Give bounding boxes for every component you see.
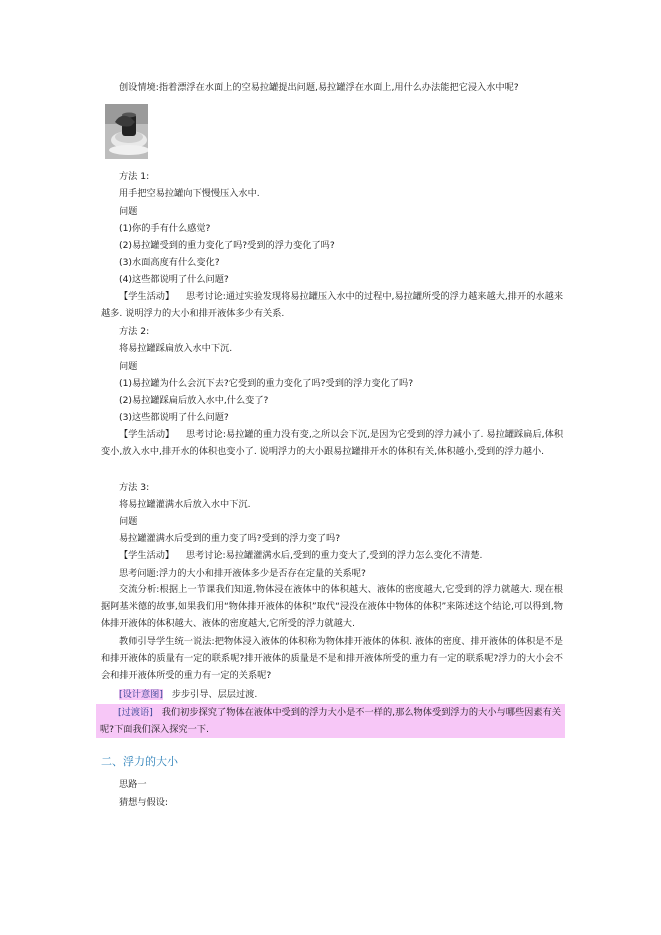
method3-question-label: 问题 [119,516,138,527]
activity-tag: 【学生活动】 [119,291,175,302]
method1-desc: 用手把空易拉罐向下慢慢压入水中. [119,188,260,199]
method2-title: 方法 2: [119,326,150,337]
teacher-guide-paragraph: 教师引导学生统一说法:把物体浸入液体的体积称为物体排开液体的体积. 液体的密度、排开液体的体积是不是和排开液体的质量有一定的联系呢?排开液体的质量是不是和排开液体所受的重力有一定的联系呢?浮力的大小会不会和排开液体所受的重力有一定的关系呢? [101,636,563,682]
design-intent [119,689,257,701]
method1-question-2: (2)易拉罐受到的重力变化了吗?受到的浮力变化了吗? [119,240,335,251]
activity-text: 思考讨论:易拉罐灌满水后,受到的重力变大了,受到的浮力怎么变化不清楚. [185,550,483,561]
method1-activity [101,288,563,322]
design-text: 步步引导、层层过渡. [171,689,258,700]
activity-tag: 【学生活动】 [119,550,175,561]
activity-tag: 【学生活动】 [119,429,175,440]
method2-question-2: (2)易拉罐踩扁后放入水中,什么变了? [119,395,269,406]
method3-title: 方法 3: [119,482,150,493]
transition-tag: [过渡语] [118,707,153,718]
idea-label: 思路一 [119,779,147,790]
method1-question-1: (1)你的手有什么感觉? [119,223,211,234]
activity-text: 思考讨论:易拉罐的重力没有变,之所以会下沉,是因为它受到的浮力减小了. 易拉罐踩扁后,体积变小,放入水中,排开水的体积也变小了. 说明浮力的大小跟易拉罐排开水的体积有关,体积越小,受到的浮力越小. [101,429,564,458]
method1-question-3: (3)水面高度有什么变化? [119,257,220,268]
method2-activity [101,426,563,460]
method2-question-3: (3)这些都说明了什么问题? [119,412,229,423]
method2-question-1: (1)易拉罐为什么会沉下去?它受到的重力变化了吗?受到的浮力变化了吗? [119,378,414,389]
transition-text: 我们初步探究了物体在液体中受到的浮力大小是不一样的,那么物体受到浮力的大小与哪些因素有关呢?下面我们深入探究一下. [100,707,562,736]
method1-question-label: 问题 [119,206,138,217]
method2-desc: 将易拉罐踩扁放入水中下沉. [119,343,233,354]
design-tag: [设计意图] [119,689,163,700]
method3-desc: 将易拉罐灌满水后放入水中下沉. [119,499,251,510]
method3-question: 易拉罐灌满水后受到的重力变了吗?受到的浮力变了吗? [119,533,341,544]
photo-illustration [105,104,148,159]
method1-title: 方法 1: [119,171,150,182]
method3-activity [101,547,563,564]
guess-label: 猜想与假设: [119,797,169,808]
activity-text: 思考讨论:通过实验发现将易拉罐压入水中的过程中,易拉罐所受的浮力越来越大,排开的水越来越多. 说明浮力的大小和排开液体多少有关系. [101,291,564,320]
think-question: 思考问题:浮力的大小和排开液体多少是否存在定量的关系呢? [119,568,366,579]
intro-text: 创设情境:指着漂浮在水面上的空易拉罐提出问题,易拉罐浮在水面上,用什么办法能把它浸入水中呢? [119,82,519,93]
transition-highlight-box [96,704,565,738]
section-title: 二、浮力的大小 [101,755,178,768]
can-in-water-photo [105,104,148,159]
method2-question-label: 问题 [119,361,138,372]
method1-question-4: (4)这些都说明了什么问题? [119,274,229,285]
analysis-paragraph: 交流分析:根据上一节课我们知道,物体浸在液体中的体积越大、液体的密度越大,它受到的浮力就越大. 现在根据阿基米德的故事,如果我们用“物体排开液体的体积”取代“浸没在液体中物体的体积”来陈述这个结论,可以得到,物体排开液体的体积越大、液体的密度越大,它所受的浮力就越大. [101,584,563,630]
